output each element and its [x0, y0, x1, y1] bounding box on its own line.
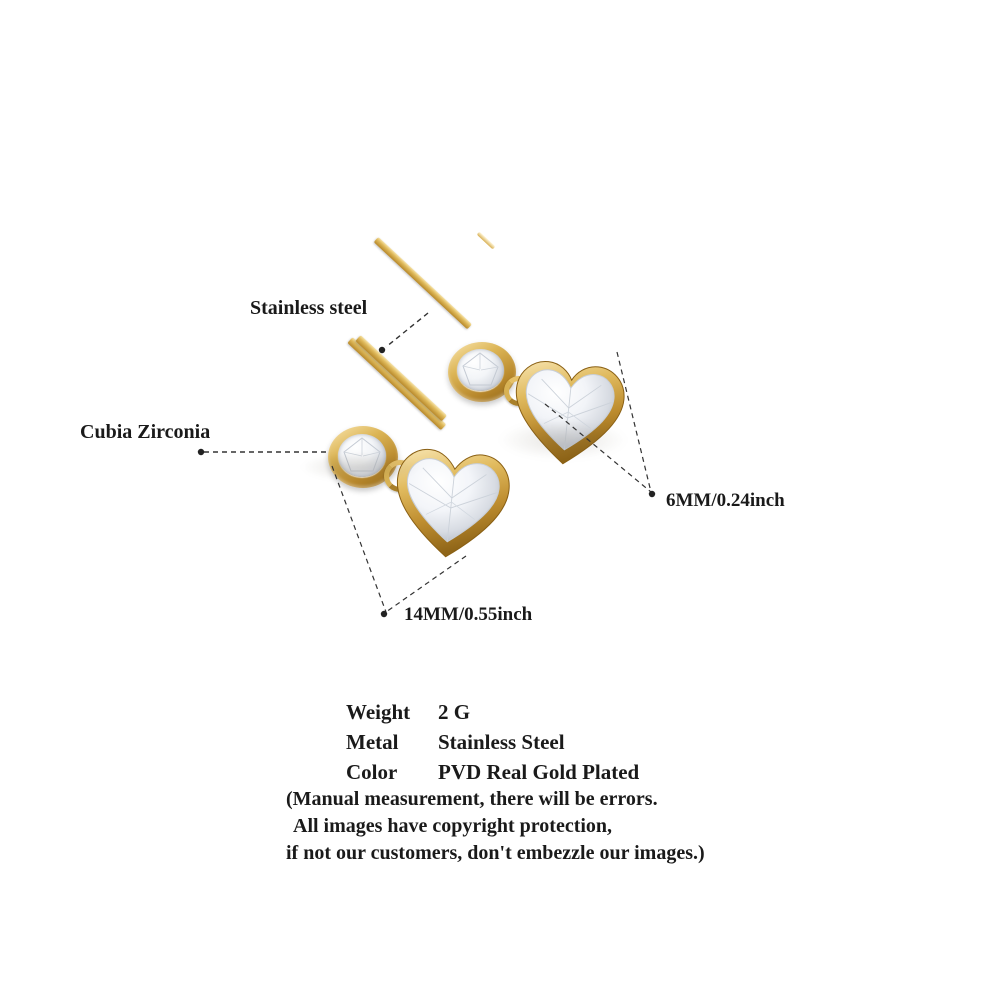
spec-key-metal: Metal: [346, 730, 399, 754]
label-width-dimension: 6MM/0.24inch: [666, 490, 785, 511]
leader-width-dimension: [545, 352, 655, 497]
leader-stainless-steel: [379, 313, 428, 353]
spec-value-metal: Stainless Steel: [438, 730, 565, 754]
spec-key-weight: Weight: [346, 700, 411, 724]
disclaimer-text: [286, 786, 705, 867]
spec-table: [346, 700, 639, 790]
disclaimer-line-3: if not our customers, don't embezzle our images.): [286, 842, 705, 864]
spec-value-color: PVD Real Gold Plated: [438, 760, 640, 784]
disclaimer-line-1: (Manual measurement, there will be errors.: [286, 788, 658, 810]
label-stainless-steel: Stainless steel: [250, 297, 368, 319]
spec-row-metal: [346, 730, 639, 760]
label-cubia-zirconia: Cubia Zirconia: [80, 421, 211, 443]
label-height-dimension: 14MM/0.55inch: [404, 604, 533, 625]
spec-row-weight: [346, 700, 639, 730]
spec-value-weight: 2 G: [438, 700, 471, 724]
spec-key-color: Color: [346, 760, 398, 784]
disclaimer-line-2: All images have copyright protection,: [293, 815, 613, 837]
leader-cubia-zirconia: [198, 449, 330, 455]
leader-height-dimension: [332, 466, 466, 617]
